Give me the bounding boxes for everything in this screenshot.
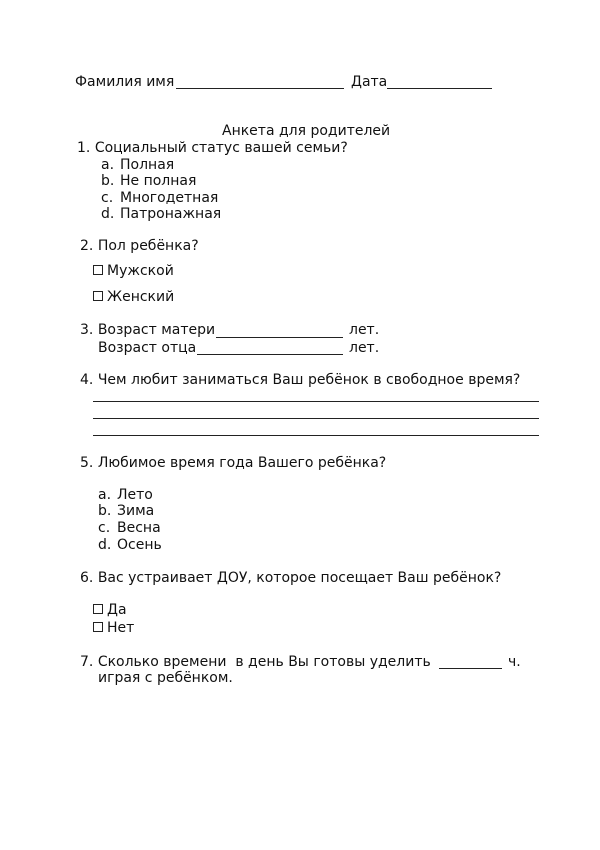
- option-letter: a.: [98, 487, 112, 503]
- option-text: Да: [107, 602, 127, 618]
- option-text: Не полная: [120, 173, 197, 189]
- surname-field[interactable]: [176, 88, 344, 89]
- question-1: [77, 140, 348, 156]
- option-text: Патронажная: [120, 206, 222, 222]
- question-7: [80, 654, 431, 670]
- option-text: Зима: [117, 503, 155, 519]
- question-2-option-female[interactable]: [93, 289, 174, 305]
- answer-line-3[interactable]: [93, 435, 539, 436]
- option-text: Многодетная: [120, 190, 219, 206]
- option-letter: d.: [98, 537, 112, 553]
- question-1-option-d[interactable]: [101, 206, 221, 222]
- question-5-option-b[interactable]: [98, 503, 154, 519]
- question-5-number: 5.: [80, 455, 94, 471]
- question-1-option-b[interactable]: [101, 173, 196, 189]
- question-6-text: Вас устраивает ДОУ, которое посещает Ваш ребёнок?: [97, 570, 502, 586]
- question-5-option-a[interactable]: [98, 487, 153, 503]
- question-4-text: Чем любит заниматься Ваш ребёнок в свободное время?: [97, 372, 521, 388]
- question-7-text: Сколько времени в день Вы готовы уделить: [97, 654, 431, 670]
- option-text: Мужской: [107, 263, 174, 279]
- question-5: [80, 455, 386, 471]
- page-title: Анкета для родителей: [222, 123, 391, 139]
- surname-label: Фамилия имя: [75, 74, 175, 90]
- question-6-option-no[interactable]: [93, 620, 134, 636]
- checkbox[interactable]: [93, 604, 103, 614]
- question-3-number: 3.: [80, 322, 94, 338]
- option-text: Лето: [117, 487, 153, 503]
- answer-line-2[interactable]: [93, 418, 539, 419]
- question-7-number: 7.: [80, 654, 94, 670]
- option-text: Женский: [107, 289, 175, 305]
- date-label: Дата: [351, 74, 388, 90]
- question-2-text: Пол ребёнка?: [97, 238, 199, 254]
- checkbox[interactable]: [93, 622, 103, 632]
- option-letter: a.: [101, 157, 115, 173]
- question-1-option-a[interactable]: [101, 157, 174, 173]
- mother-age-unit: лет.: [349, 322, 380, 338]
- option-text: Полная: [120, 157, 175, 173]
- father-age-field[interactable]: [197, 354, 343, 355]
- option-letter: c.: [101, 190, 114, 206]
- question-1-text: Социальный статус вашей семьи?: [94, 140, 348, 156]
- father-age-unit: лет.: [349, 340, 380, 356]
- question-5-option-c[interactable]: [98, 520, 161, 536]
- question-3-mother: [80, 322, 215, 338]
- question-1-option-c[interactable]: [101, 190, 218, 206]
- time-field[interactable]: [439, 668, 502, 669]
- question-2-number: 2.: [80, 238, 94, 254]
- option-text: Осень: [117, 537, 162, 553]
- option-letter: c.: [98, 520, 111, 536]
- answer-line-1[interactable]: [93, 401, 539, 402]
- mother-age-field[interactable]: [216, 337, 343, 338]
- question-7-text-cont: играя с ребёнком.: [98, 670, 233, 686]
- checkbox[interactable]: [93, 265, 103, 275]
- question-6-number: 6.: [80, 570, 94, 586]
- option-text: Нет: [107, 620, 135, 636]
- question-4: [80, 372, 520, 388]
- question-2-option-male[interactable]: [93, 263, 174, 279]
- question-4-number: 4.: [80, 372, 94, 388]
- question-6: [80, 570, 501, 586]
- question-6-option-yes[interactable]: [93, 602, 127, 618]
- option-letter: b.: [98, 503, 112, 519]
- date-field[interactable]: [387, 88, 492, 89]
- time-unit: ч.: [508, 654, 521, 670]
- checkbox[interactable]: [93, 291, 103, 301]
- question-2: [80, 238, 199, 254]
- question-5-option-d[interactable]: [98, 537, 162, 553]
- option-letter: d.: [101, 206, 115, 222]
- mother-age-label: Возраст матери: [97, 322, 216, 338]
- option-text: Весна: [117, 520, 161, 536]
- question-1-number: 1.: [77, 140, 91, 156]
- father-age-label: Возраст отца: [98, 340, 197, 356]
- option-letter: b.: [101, 173, 115, 189]
- question-5-text: Любимое время года Вашего ребёнка?: [97, 455, 387, 471]
